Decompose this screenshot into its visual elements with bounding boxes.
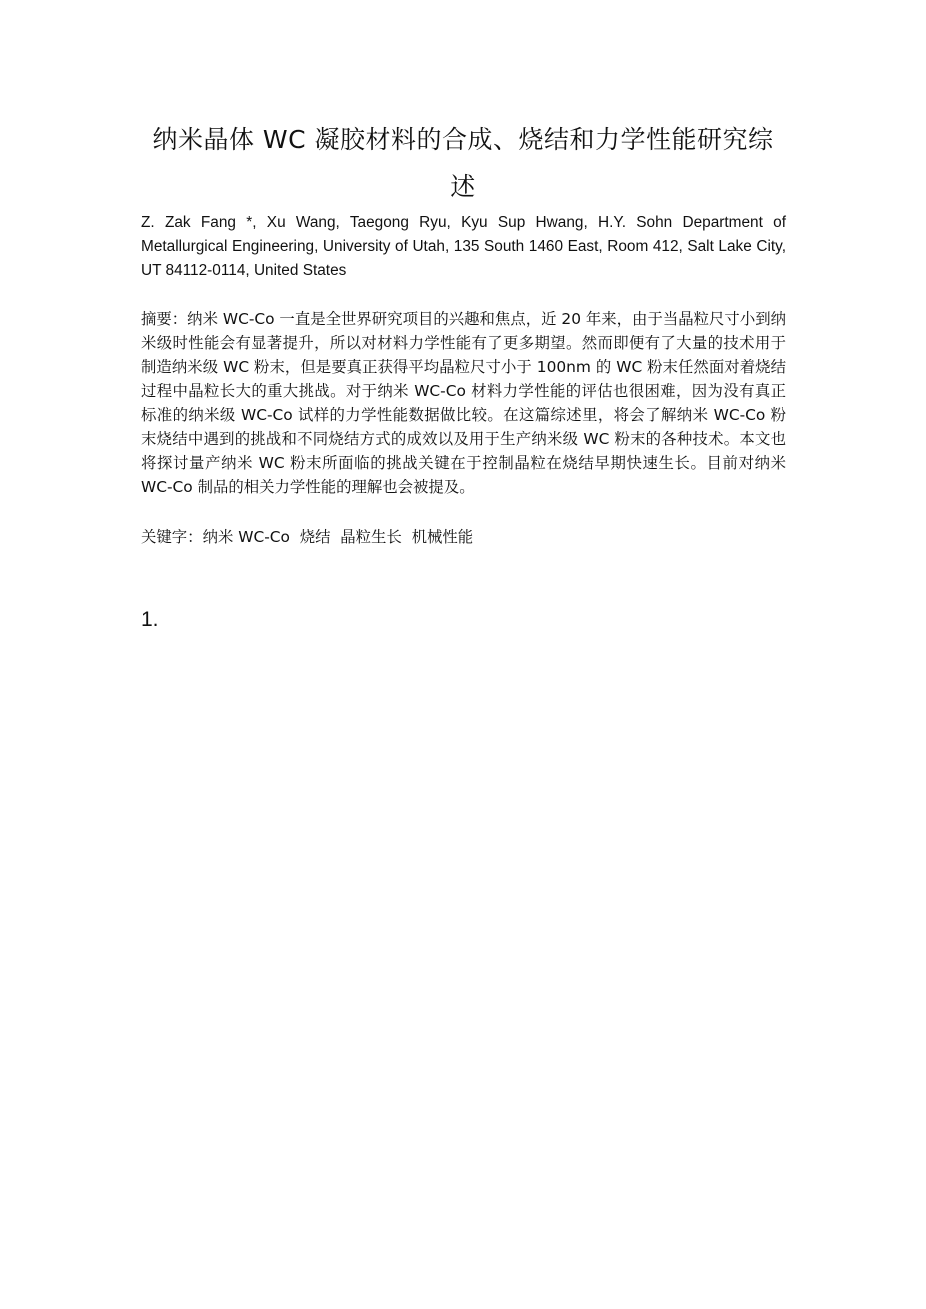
author-affiliation: Z. Zak Fang *, Xu Wang, Taegong Ryu, Kyu Sup Hwang, H.Y. Sohn Department of Metallurgical Engineering, University of Utah, 135 South 1460 East, Room 412, Salt Lake City, UT 84112-0114, United States	[141, 214, 786, 279]
paper-title: 纳米晶体 WC 凝胶材料的合成、烧结和力学性能研究综述	[152, 125, 774, 201]
keywords-line: 关键字：纳米 WC-Co 烧结 晶粒生长 机械性能	[141, 528, 474, 546]
section-heading-number: 1.	[141, 608, 159, 631]
abstract-paragraph: 摘要：纳米 WC-Co 一直是全世界研究项目的兴趣和焦点，近 20 年来，由于当晶粒尺寸小到纳米级时性能会有显著提升，所以对材料力学性能有了更多期望。然而即便有了大量的技术用于制造纳米级 WC 粉末，但是要真正获得平均晶粒尺寸小于 100nm 的 WC 粉末任然面对着烧结过程中晶粒长大的重大挑战。对于纳米 WC-Co 材料力学性能的评估也很困难，因为没有真正标准的纳米级 WC-Co 试样的力学性能数据做比较。在这篇综述里，将会了解纳米 WC-Co 粉末烧结中遇到的挑战和不同烧结方式的成效以及用于生产纳米级 WC 粉末的各种技术。本文也将探讨量产纳米 WC 粉末所面临的挑战关键在于控制晶粒在烧结早期快速生长。目前对纳米 WC-Co 制品的相关力学性能的理解也会被提及。	[141, 310, 786, 496]
